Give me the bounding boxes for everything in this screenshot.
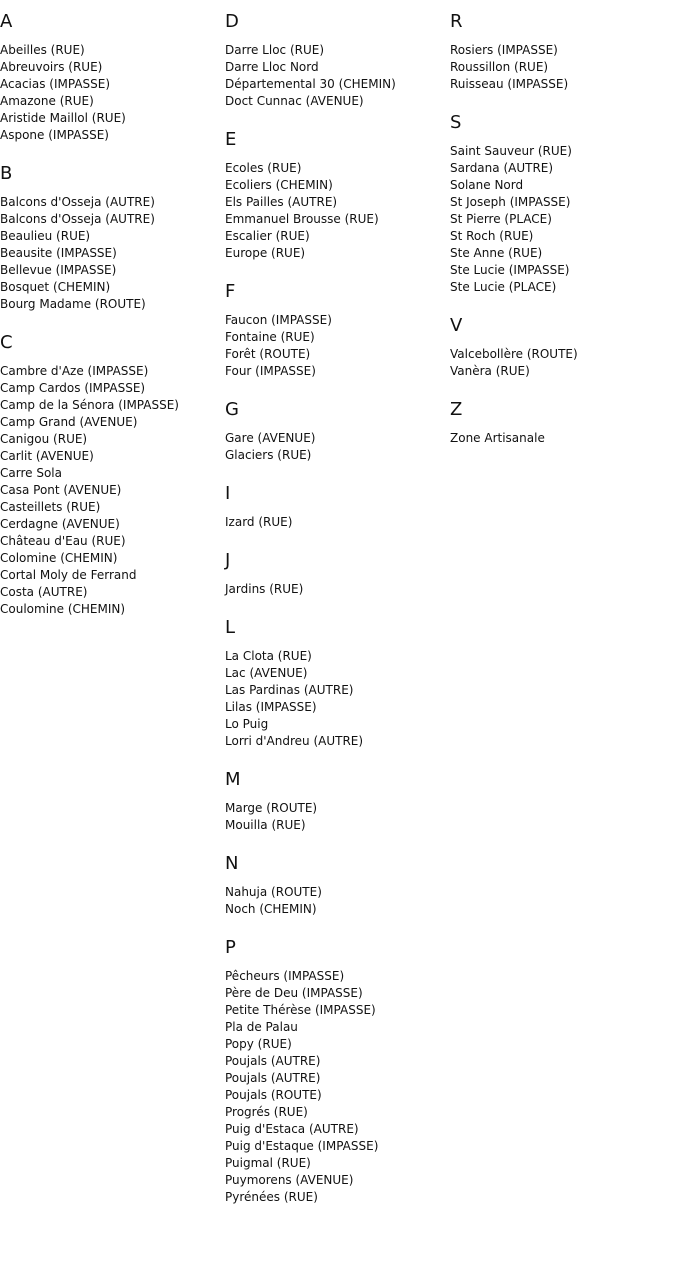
street-link-petite-therese-impasse[interactable]: Petite Thérèse (IMPASSE) (225, 1003, 376, 1017)
street-link-darre-lloc-rue[interactable]: Darre Lloc (RUE) (225, 43, 325, 57)
street-list (225, 581, 445, 598)
street-link-europe-rue[interactable]: Europe (RUE) (225, 246, 306, 260)
street-link-coulomine-chemin[interactable]: Coulomine (CHEMIN) (0, 602, 126, 616)
letter-group-r (450, 10, 670, 93)
letter-group-f (225, 280, 445, 380)
street-link-poujals-autre[interactable]: Poujals (AUTRE) (225, 1071, 321, 1085)
street-link-valcebollere-route[interactable]: Valcebollère (ROUTE) (450, 347, 578, 361)
letter-group-n (225, 852, 445, 918)
letter-heading: S (450, 112, 462, 133)
letter-group-g (225, 398, 445, 464)
letter-heading: I (225, 483, 231, 504)
street-list (225, 42, 445, 110)
street-link-ste-lucie-impasse[interactable]: Ste Lucie (IMPASSE) (450, 263, 570, 277)
street-list (225, 430, 445, 464)
letter-heading: M (225, 769, 241, 790)
letter-heading: L (225, 617, 236, 638)
street-link-glaciers-rue[interactable]: Glaciers (RUE) (225, 448, 312, 462)
street-link-chateau-d-eau-rue[interactable]: Château d'Eau (RUE) (0, 534, 126, 548)
letter-heading: E (225, 129, 237, 150)
street-list (225, 514, 445, 531)
street-link-doct-cunnac-avenue[interactable]: Doct Cunnac (AVENUE) (225, 94, 364, 108)
street-list (225, 884, 445, 918)
street-link-camp-grand-avenue[interactable]: Camp Grand (AVENUE) (0, 415, 138, 429)
street-link-pla-de-palau[interactable]: Pla de Palau (225, 1020, 298, 1034)
street-link-lorri-d-andreu-autre[interactable]: Lorri d'Andreu (AUTRE) (225, 734, 364, 748)
street-link-pere-de-deu-impasse[interactable]: Père de Deu (IMPASSE) (225, 986, 363, 1000)
street-link-canigou-rue[interactable]: Canigou (RUE) (0, 432, 88, 446)
street-list (0, 363, 220, 618)
street-link-casa-pont-avenue[interactable]: Casa Pont (AVENUE) (0, 483, 122, 497)
street-link-puig-d-estaque-impasse[interactable]: Puig d'Estaque (IMPASSE) (225, 1139, 379, 1153)
letter-heading: B (0, 163, 13, 184)
street-link-jardins-rue[interactable]: Jardins (RUE) (225, 582, 304, 596)
street-link-four-impasse[interactable]: Four (IMPASSE) (225, 364, 316, 378)
street-link-faucon-impasse[interactable]: Faucon (IMPASSE) (225, 313, 332, 327)
street-link-st-pierre-place[interactable]: St Pierre (PLACE) (450, 212, 552, 226)
street-link-rosiers-impasse[interactable]: Rosiers (IMPASSE) (450, 43, 558, 57)
letter-group-m (225, 768, 445, 834)
street-list (450, 143, 670, 296)
letter-group-z (450, 398, 670, 447)
letter-group-i (225, 482, 445, 531)
street-link-lilas-impasse[interactable]: Lilas (IMPASSE) (225, 700, 317, 714)
letter-group-e (225, 128, 445, 262)
letter-heading: G (225, 399, 239, 420)
street-link-colomine-chemin[interactable]: Colomine (CHEMIN) (0, 551, 118, 565)
street-link-casteillets-rue[interactable]: Casteillets (RUE) (0, 500, 101, 514)
letter-group-v (450, 314, 670, 380)
street-link-lac-avenue[interactable]: Lac (AVENUE) (225, 666, 308, 680)
street-link-foret-route[interactable]: Forêt (ROUTE) (225, 347, 311, 361)
street-list (450, 42, 670, 93)
street-link-abeilles-rue[interactable]: Abeilles (RUE) (0, 43, 85, 57)
street-link-els-pailles-autre[interactable]: Els Pailles (AUTRE) (225, 195, 338, 209)
street-link-st-roch-rue[interactable]: St Roch (RUE) (450, 229, 534, 243)
letter-heading: J (225, 550, 231, 571)
street-link-cerdagne-avenue[interactable]: Cerdagne (AVENUE) (0, 517, 120, 531)
street-link-amazone-rue[interactable]: Amazone (RUE) (0, 94, 94, 108)
street-link-popy-rue[interactable]: Popy (RUE) (225, 1037, 292, 1051)
street-link-saint-sauveur-rue[interactable]: Saint Sauveur (RUE) (450, 144, 572, 158)
letter-heading: Z (450, 399, 463, 420)
street-index-column (0, 10, 220, 618)
letter-group-j (225, 549, 445, 598)
street-link-ste-lucie-place[interactable]: Ste Lucie (PLACE) (450, 280, 557, 294)
street-link-noch-chemin[interactable]: Noch (CHEMIN) (225, 902, 317, 916)
street-index-column (225, 10, 445, 1206)
street-link-bosquet-chemin[interactable]: Bosquet (CHEMIN) (0, 280, 111, 294)
street-link-ecoles-rue[interactable]: Ecoles (RUE) (225, 161, 302, 175)
street-link-carlit-avenue[interactable]: Carlit (AVENUE) (0, 449, 94, 463)
street-link-progres-rue[interactable]: Progrés (RUE) (225, 1105, 308, 1119)
street-list (0, 42, 220, 144)
street-link-solane-nord[interactable]: Solane Nord (450, 178, 524, 192)
street-list (225, 968, 445, 1206)
street-link-puigmal-rue[interactable]: Puigmal (RUE) (225, 1156, 311, 1170)
letter-heading: C (0, 332, 13, 353)
street-link-escalier-rue[interactable]: Escalier (RUE) (225, 229, 310, 243)
street-link-mouilla-rue[interactable]: Mouilla (RUE) (225, 818, 306, 832)
street-link-camp-cardos-impasse[interactable]: Camp Cardos (IMPASSE) (0, 381, 146, 395)
street-link-st-joseph-impasse[interactable]: St Joseph (IMPASSE) (450, 195, 571, 209)
letter-group-b (0, 162, 220, 313)
street-list (450, 346, 670, 380)
street-link-camp-de-la-senora-impasse[interactable]: Camp de la Sénora (IMPASSE) (0, 398, 179, 412)
street-link-beausite-impasse[interactable]: Beausite (IMPASSE) (0, 246, 117, 260)
street-link-departemental-30-chemin[interactable]: Départemental 30 (CHEMIN) (225, 77, 396, 91)
street-list (225, 648, 445, 750)
letter-group-d (225, 10, 445, 110)
street-index-column (450, 10, 670, 447)
street-link-marge-route[interactable]: Marge (ROUTE) (225, 801, 318, 815)
letter-heading: R (450, 11, 463, 32)
street-link-aspone-impasse[interactable]: Aspone (IMPASSE) (0, 128, 109, 142)
street-link-las-pardinas-autre[interactable]: Las Pardinas (AUTRE) (225, 683, 354, 697)
street-link-sardana-autre[interactable]: Sardana (AUTRE) (450, 161, 554, 175)
street-link-emmanuel-brousse-rue[interactable]: Emmanuel Brousse (RUE) (225, 212, 379, 226)
street-link-roussillon-rue[interactable]: Roussillon (RUE) (450, 60, 549, 74)
street-link-pecheurs-impasse[interactable]: Pêcheurs (IMPASSE) (225, 969, 345, 983)
street-link-aristide-maillol-rue[interactable]: Aristide Maillol (RUE) (0, 111, 126, 125)
street-link-ste-anne-rue[interactable]: Ste Anne (RUE) (450, 246, 543, 260)
street-link-costa-autre[interactable]: Costa (AUTRE) (0, 585, 88, 599)
letter-heading: V (450, 315, 463, 336)
street-link-carre-sola[interactable]: Carre Sola (0, 466, 62, 480)
letter-heading: A (0, 11, 13, 32)
letter-heading: N (225, 853, 239, 874)
street-link-darre-lloc-nord[interactable]: Darre Lloc Nord (225, 60, 319, 74)
street-link-poujals-autre[interactable]: Poujals (AUTRE) (225, 1054, 321, 1068)
letter-heading: F (225, 281, 236, 302)
street-link-ecoliers-chemin[interactable]: Ecoliers (CHEMIN) (225, 178, 333, 192)
letter-group-s (450, 111, 670, 296)
street-list (450, 430, 670, 447)
street-link-ruisseau-impasse[interactable]: Ruisseau (IMPASSE) (450, 77, 569, 91)
street-link-bourg-madame-route[interactable]: Bourg Madame (ROUTE) (0, 297, 146, 311)
street-link-cortal-moly-de-ferrand[interactable]: Cortal Moly de Ferrand (0, 568, 137, 582)
street-link-fontaine-rue[interactable]: Fontaine (RUE) (225, 330, 315, 344)
letter-group-p (225, 936, 445, 1206)
street-link-vanera-rue[interactable]: Vanèra (RUE) (450, 364, 530, 378)
street-link-acacias-impasse[interactable]: Acacias (IMPASSE) (0, 77, 111, 91)
street-list (225, 312, 445, 380)
letter-group-a (0, 10, 220, 144)
letter-heading: D (225, 11, 239, 32)
street-link-pyrenees-rue[interactable]: Pyrénées (RUE) (225, 1190, 318, 1204)
street-list (0, 194, 220, 313)
street-link-lo-puig[interactable]: Lo Puig (225, 717, 269, 731)
street-link-puymorens-avenue[interactable]: Puymorens (AVENUE) (225, 1173, 354, 1187)
street-link-gare-avenue[interactable]: Gare (AVENUE) (225, 431, 316, 445)
letter-heading: P (225, 937, 236, 958)
street-link-balcons-d-osseja-autre[interactable]: Balcons d'Osseja (AUTRE) (0, 195, 155, 209)
street-link-izard-rue[interactable]: Izard (RUE) (225, 515, 293, 529)
letter-group-l (225, 616, 445, 750)
street-link-beaulieu-rue[interactable]: Beaulieu (RUE) (0, 229, 91, 243)
street-link-abreuvoirs-rue[interactable]: Abreuvoirs (RUE) (0, 60, 103, 74)
street-link-nahuja-route[interactable]: Nahuja (ROUTE) (225, 885, 322, 899)
street-link-zone-artisanale[interactable]: Zone Artisanale (450, 431, 545, 445)
street-link-puig-d-estaca-autre[interactable]: Puig d'Estaca (AUTRE) (225, 1122, 359, 1136)
street-link-bellevue-impasse[interactable]: Bellevue (IMPASSE) (0, 263, 117, 277)
street-link-balcons-d-osseja-autre[interactable]: Balcons d'Osseja (AUTRE) (0, 212, 155, 226)
street-link-poujals-route[interactable]: Poujals (ROUTE) (225, 1088, 322, 1102)
street-link-cambre-d-aze-impasse[interactable]: Cambre d'Aze (IMPASSE) (0, 364, 149, 378)
street-list (225, 160, 445, 262)
street-list (225, 800, 445, 834)
letter-group-c (0, 331, 220, 618)
street-link-la-clota-rue[interactable]: La Clota (RUE) (225, 649, 312, 663)
